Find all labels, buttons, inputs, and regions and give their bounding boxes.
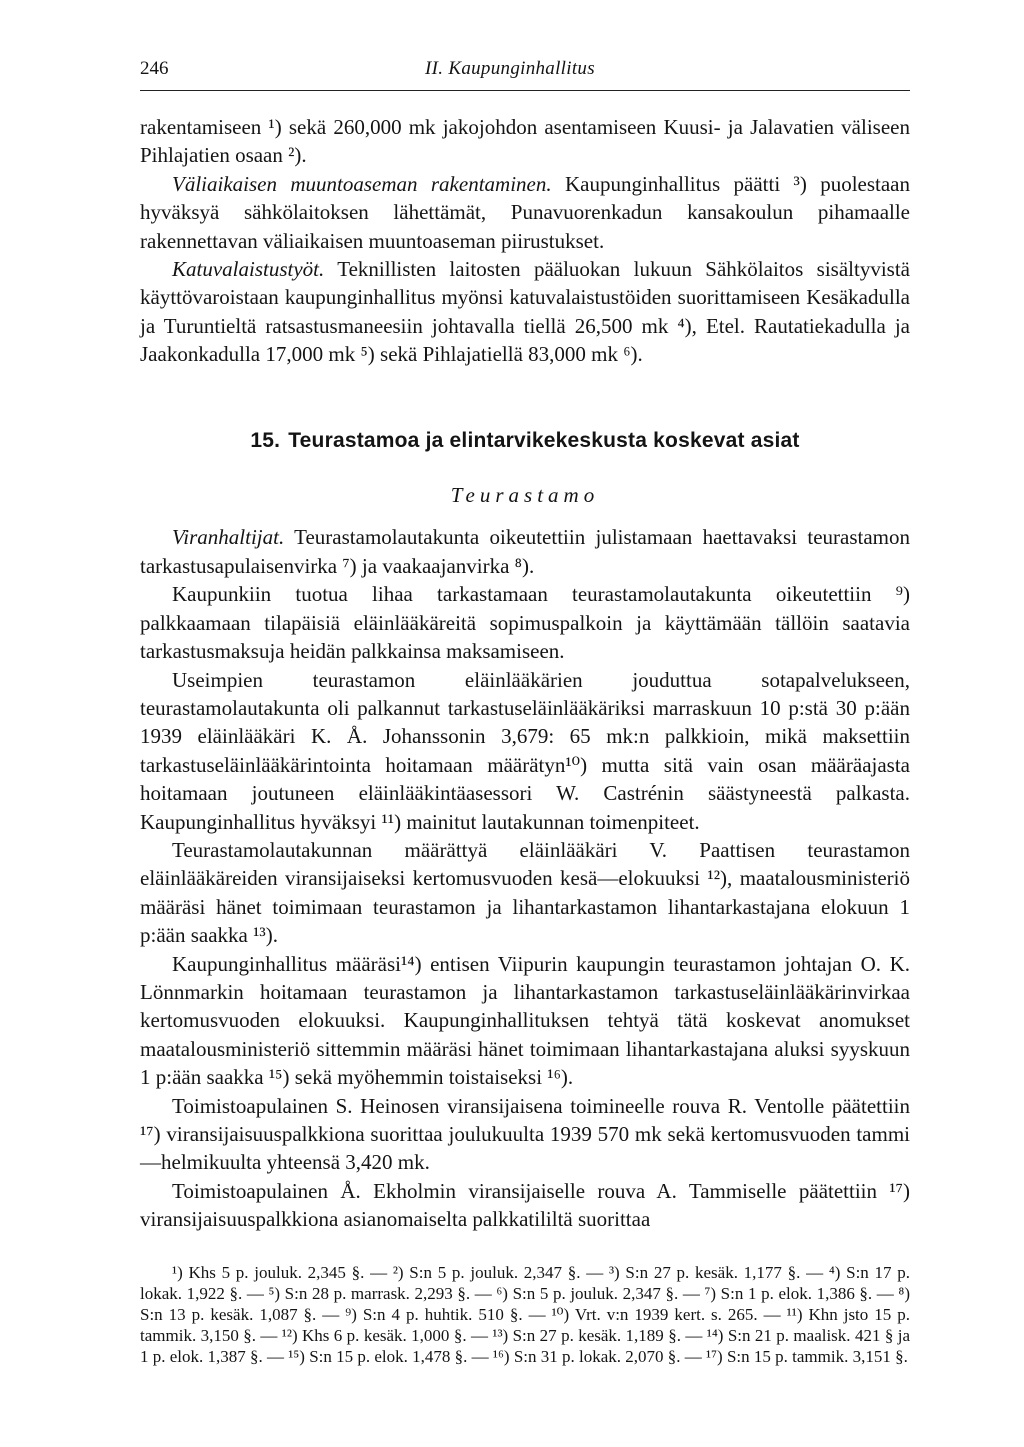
paragraph-lead: Viranhaltijat. — [172, 525, 285, 550]
page — [140, 58, 910, 1368]
paragraph: Teurastamolautakunnan määrättyä eläinlääkäri V. Paattisen teurastamon eläinlääkäreiden viransijaiseksi kertomusvuoden kesä—elokuuksi ¹²), maatalousministeriö määräsi hänet toimimaan teurastamon ja lihantarkastamon lihantarkastajana elokuun 1 p:ään saakka ¹³). — [140, 837, 910, 948]
paragraph: Kaupunginhallitus määräsi¹⁴) entisen Viipurin kaupungin teurastamon johtajan O. K. Lönnmarkin hoitamaan teurastamon ja lihantarkastamon tarkastuseläinlääkärinvirkaa kertomusvuoden elokuuksi. Kaupunginhallituksen tehtyä tätä koskevat anomukset maatalousministeriö sittemmin määräsi hänet toimimaan lihantarkastajana aluksi syyskuun 1 p:ään saakka ¹⁵) sekä myöhemmin toistaiseksi ¹⁶). — [140, 951, 910, 1090]
footnotes — [140, 1262, 910, 1368]
page-header — [140, 58, 910, 91]
footnote-text: ¹) Khs 5 p. jouluk. 2,345 §. — ²) S:n 5 p. jouluk. 2,347 §. — ³) S:n 27 p. kesäk. 1,177 §. — ⁴) S:n 17 p. lokak. 1,922 §. — ⁵) S:n 28 p. marrask. 2,293 §. — ⁶) S:n 5 p. jouluk. 2,347 §. — ⁷) S:n 1 p. elok. 1,386 §. — ⁸) S:n 13 p. kesäk. 1,087 §. — ⁹) S:n 4 p. huhtik. 510 §. — ¹⁰) Vrt. v:n 1939 kert. s. 265. — ¹¹) Khn jsto 15 p. tammik. 3,150 §. — ¹²) Khs 6 p. kesäk. 1,000 §. — ¹³) S:n 27 p. kesäk. 1,189 §. — ¹⁴) S:n 21 p. maalisk. 421 § ja 1 p. elok. 1,387 §. — ¹⁵) S:n 15 p. elok. 1,478 §. — ¹⁶) S:n 31 p. lokak. 2,070 §. — ¹⁷) S:n 15 p. tammik. 3,151 §. — [140, 1262, 910, 1367]
running-title: II. Kaupunginhallitus — [425, 58, 595, 79]
paragraph: Useimpien teurastamon eläinlääkärien jouduttua sotapalvelukseen, teurastamolautakunta oli palkannut tarkastuseläinlääkäriksi marraskuun 10 p:stä 30 p:ään 1939 eläinlääkäri K. Å. Johanssonin 3,679: 65 mk:n palkkioin, mikä maksettiin tarkastuseläinlääkärintointa hoitamaan määrätyn¹⁰) mutta sitä vain osan määräajasta hoitamaan joutuneen eläinlääkintäasessori W. Castrénin säästyneestä palkasta. Kaupunginhallitus hyväksyi ¹¹) mainitut lautakunnan toimenpiteet. — [140, 667, 910, 834]
paragraph: Katuvalaistustyöt. Teknillisten laitosten pääluokan lukuun Sähkölaitos sisältyvistä käyttövaroistaan kaupunginhallitus myönsi katuvalaistustöiden suorittamiseen Kesäkadulla ja Turuntieltä ratsastusmaneesiin johtavalla tiellä 26,500 mk ⁴), Etel. Rautatiekadulla ja Jaakonkadulla 17,000 mk ⁵) sekä Pihlajatiellä 83,000 mk ⁶). — [140, 257, 910, 367]
paragraph: Toimistoapulainen Å. Ekholmin viransijaiselle rouva A. Tammiselle päätettiin ¹⁷) viransijaisuuspalkkiona asianomaiselta palkkatililtä suorittaa — [140, 1178, 910, 1232]
page-number: 246 — [140, 58, 169, 79]
body-text — [140, 113, 910, 1234]
paragraph-lead: Väliaikaisen muuntoaseman rakentaminen. — [172, 171, 552, 196]
section-number: 15. — [250, 428, 281, 452]
section-title: Teurastamoa ja elintarvikekeskusta koskevat asiat — [288, 428, 800, 452]
paragraph: Kaupunkiin tuotua lihaa tarkastamaan teurastamolautakunta oikeutettiin ⁹) palkkaamaan tilapäisiä eläinlääkäreitä sopimuspalkoin ja käyttämään tällöin saatavia tarkastusmaksuja heidän palkkainsa maksamiseen. — [140, 582, 910, 664]
paragraph: Väliaikaisen muuntoaseman rakentaminen. Kaupunginhallitus päätti ³) puolestaan hyväksyä sähkölaitoksen lähettämät, Punavuorenkadun kansakoulun pihamaalle rakennettavan väliaikaisen muuntoaseman piirustukset. — [140, 171, 910, 253]
paragraph-lead: Katuvalaistustyöt. — [172, 257, 325, 282]
paragraph: Viranhaltijat. Teurastamolautakunta oikeutettiin julistamaan haettavaksi teurastamon tarkastusapulaisenvirka ⁷) ja vaakaajanvirka ⁸). — [140, 525, 910, 578]
section-subtitle: Teurastamo — [450, 483, 600, 508]
paragraph: rakentamiseen ¹) sekä 260,000 mk jakojohdon asentamiseen Kuusi- ja Jalavatien väliseen Pihlajatien osaan ²). — [140, 115, 910, 168]
paragraph: Toimistoapulainen S. Heinosen viransijaisena toimineelle rouva R. Ventolle päätettiin ¹⁷) viransijaisuuspalkkiona suorittaa joulukuulta 1939 570 mk sekä kertomusvuoden tammi—helmikuulta yhteensä 3,420 mk. — [140, 1093, 910, 1175]
section-heading — [140, 427, 910, 455]
